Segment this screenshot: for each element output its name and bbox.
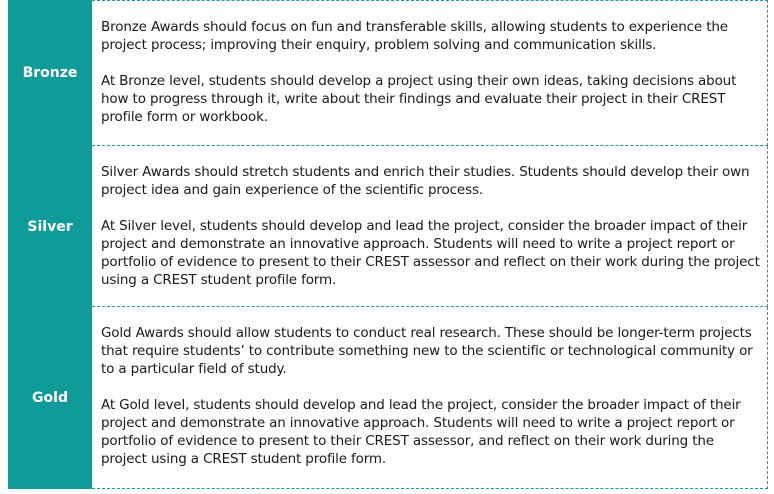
description-paragraph: At Bronze level, students should develop a project using their own ideas, taking decisions about how to progress through it, write about their findings and evaluate their project in their CREST profile form or workbook. xyxy=(101,73,737,125)
award-description-gold xyxy=(92,307,768,489)
description-paragraph: Gold Awards should allow students to conduct real research. These should be longer-term projects that require students’ to contribute something new to the scientific or technological community or to a particular field of study. xyxy=(101,325,753,377)
level-label-gold: Gold xyxy=(8,307,92,489)
awards-table xyxy=(8,0,768,489)
award-description-silver xyxy=(92,146,768,307)
description-paragraph: At Silver level, students should develop and lead the project, consider the broader impact of their project and demonstrate an innovative approach. Students will need to write a project report or portfolio of evidence to present to their CREST assessor and reflect on their work during the project using a CREST student profile form. xyxy=(101,218,760,288)
award-row-bronze xyxy=(8,0,768,146)
description-paragraph: Bronze Awards should focus on fun and transferable skills, allowing students to experience the project process; improving their enquiry, problem solving and communication skills. xyxy=(101,19,728,53)
description-paragraph: At Gold level, students should develop and lead the project, consider the broader impact of their project and demonstrate an innovative approach. Students will need to write a project report or portfolio of evidence to present to their CREST assessor, and reflect on their work during the project using a CREST student profile form. xyxy=(101,397,741,467)
level-label-bronze: Bronze xyxy=(8,0,92,146)
award-row-gold xyxy=(8,307,768,489)
level-label-silver: Silver xyxy=(8,146,92,307)
award-description-bronze xyxy=(92,0,768,146)
description-paragraph: Silver Awards should stretch students and enrich their studies. Students should develop their own project idea and gain experience of the scientific process. xyxy=(101,164,750,198)
award-row-silver xyxy=(8,146,768,307)
